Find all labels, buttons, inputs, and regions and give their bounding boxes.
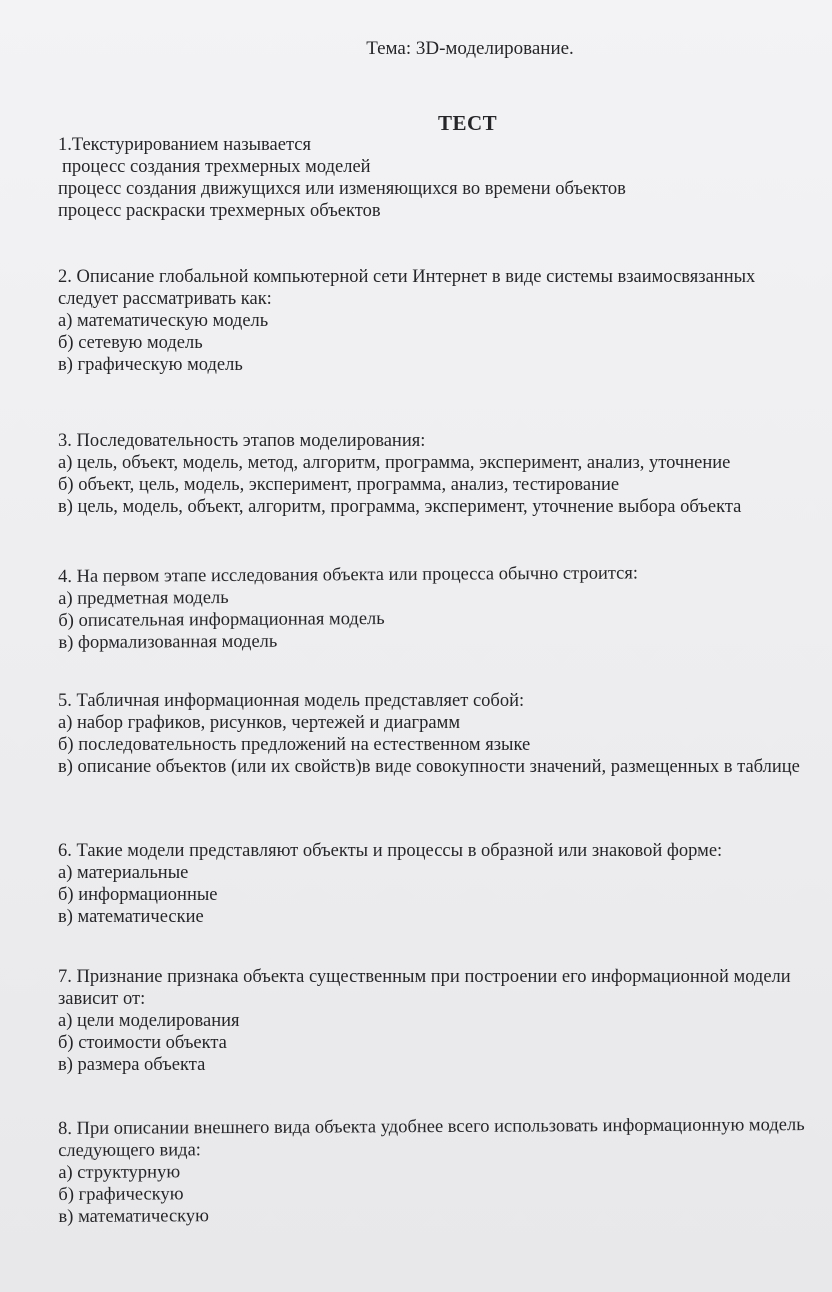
answer-option-c: в) размера объекта [58, 1055, 206, 1075]
question-text: 2. Описание глобальной компьютерной сети Интернет в виде системы взаимосвязанных [58, 267, 756, 287]
answer-option-a: а) предметная модель [58, 587, 229, 609]
answer-option-c: в) формализованная модель [58, 631, 278, 653]
answer-option: процесс раскраски трехмерных объектов [58, 201, 381, 221]
answer-option-b: б) сетевую модель [58, 333, 203, 353]
question-text: 7. Признание признака объекта существенным при построении его информационной модели зависит от: [58, 967, 791, 1009]
answer-option-c: в) цель, модель, объект, алгоритм, программа, эксперимент, уточнение выбора объекта [58, 497, 742, 517]
answer-option-a: а) математическую модель [58, 311, 269, 331]
answer-option-b: б) последовательность предложений на естественном языке [58, 735, 531, 755]
answer-option-a: а) структурную [58, 1162, 181, 1183]
question-text-continued: следует рассматривать как: [58, 289, 272, 309]
answer-option-c: в) описание объектов (или их свойств)в виде совокупности значений, размещенных в таблице [58, 757, 800, 777]
question-5 [58, 690, 818, 778]
question-7 [58, 966, 818, 1076]
answer-option-a: а) материальные [58, 863, 189, 883]
question-text: 4. На первом этапе исследования объекта или процесса обычно строится: [58, 563, 639, 587]
answer-option-b: б) информационные [58, 885, 218, 905]
question-text: 8. При описании внешнего вида объекта удобнее всего использовать информационную модель следующего вида: [58, 1115, 805, 1161]
answer-option: процесс создания трехмерных моделей [62, 157, 371, 177]
answer-option-a: а) набор графиков, рисунков, чертежей и диаграмм [58, 713, 461, 733]
answer-option: процесс создания движущихся или изменяющихся во времени объектов [58, 179, 626, 199]
question-1 [58, 134, 626, 222]
question-text: 5. Табличная информационная модель представляет собой: [58, 691, 525, 711]
answer-option-b: б) объект, цель, модель, эксперимент, программа, анализ, тестирование [58, 475, 620, 495]
answer-option-c: в) математическую [58, 1206, 209, 1227]
question-8 [58, 1114, 819, 1228]
answer-option-b: б) описательная информационная модель [58, 609, 385, 631]
answer-option-b: б) стоимости объекта [58, 1033, 227, 1053]
answer-option-c: в) графическую модель [58, 355, 243, 375]
answer-option-a: а) цели моделирования [58, 1011, 240, 1031]
question-3 [58, 430, 741, 518]
question-6 [58, 840, 722, 928]
answer-option-b: б) графическую [58, 1184, 184, 1205]
page-topic: Тема: 3D-моделирование. [366, 38, 574, 59]
test-title: ТЕСТ [438, 111, 498, 135]
question-text: 6. Такие модели представляют объекты и процессы в образной или знаковой форме: [58, 841, 723, 861]
question-text: 3. Последовательность этапов моделирования: [58, 431, 426, 451]
question-2 [58, 266, 755, 376]
answer-option-a: а) цель, объект, модель, метод, алгоритм, программа, эксперимент, анализ, уточнение [58, 453, 731, 473]
question-text: 1.Текстурированием называется [58, 135, 312, 155]
answer-option-c: в) математические [58, 907, 204, 927]
question-4 [58, 562, 638, 654]
